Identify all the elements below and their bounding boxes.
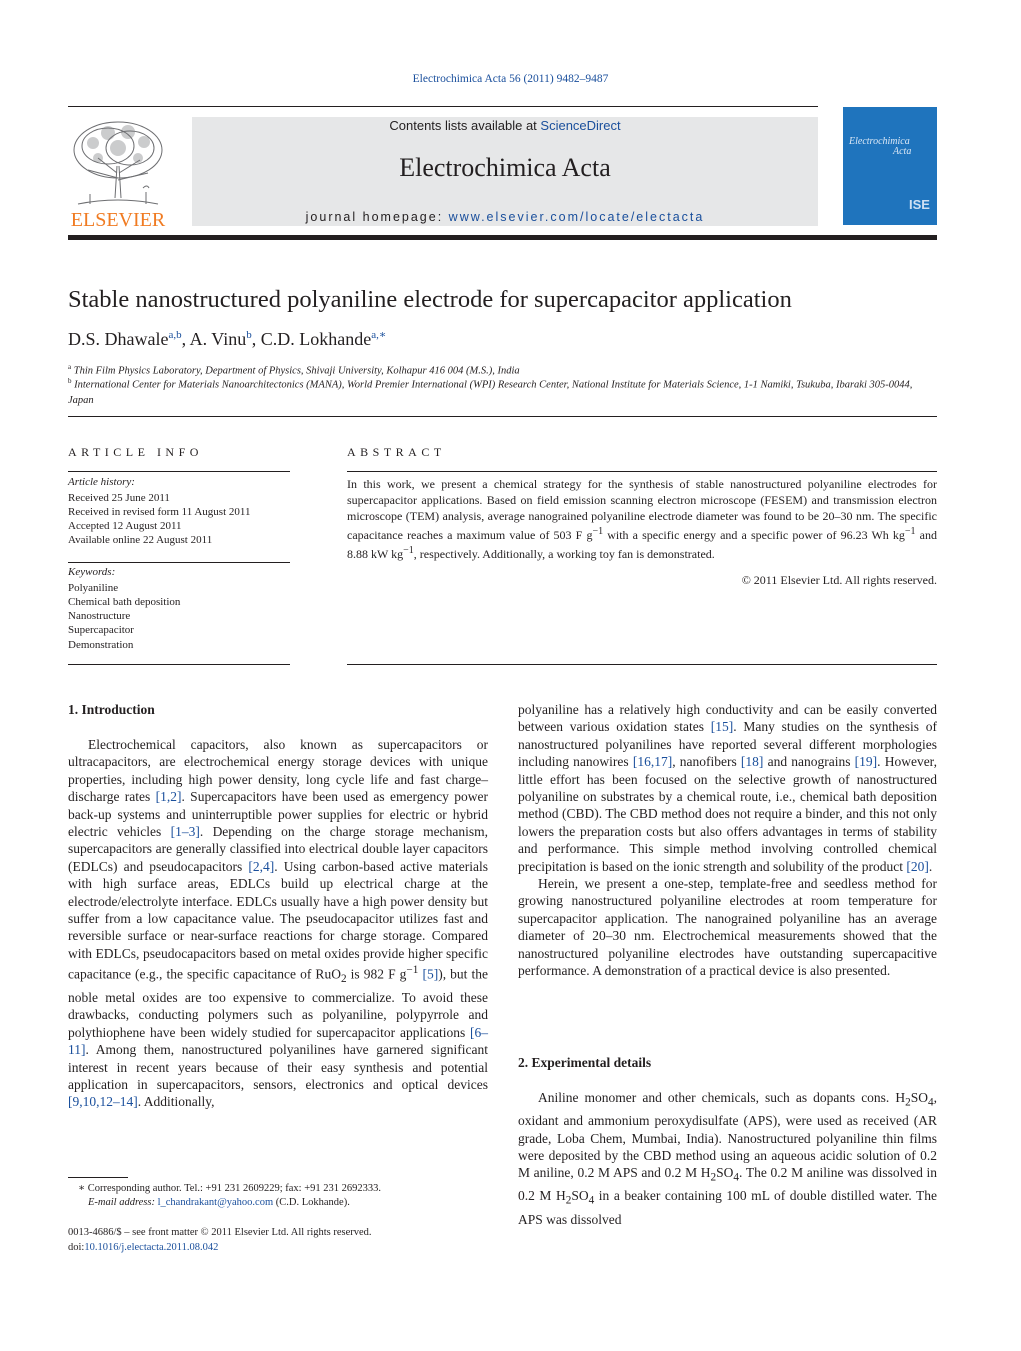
subscript: 2 bbox=[710, 1172, 717, 1184]
homepage-prefix: journal homepage: bbox=[305, 210, 449, 224]
keyword: Chemical bath deposition bbox=[68, 596, 181, 608]
cover-title bbox=[849, 137, 911, 157]
info-rule bbox=[68, 664, 290, 665]
doi-line bbox=[68, 1241, 488, 1256]
introduction-text-continued bbox=[518, 701, 937, 980]
text-seg: . Many studies on the synthesis of nanostructured polyanilines have reported several different morphologies including nanowires bbox=[518, 719, 937, 770]
text-seg: . Depending on the charge storage mechanism, supercapacitors are generally classified into electrical double layer capacitors (EDLCs) and pseudocapacitors bbox=[68, 824, 488, 874]
doi-label: doi: bbox=[68, 1242, 85, 1253]
info-rule bbox=[68, 562, 290, 563]
journal-title: Electrochimica Acta bbox=[399, 153, 611, 182]
affil-text: Thin Film Physics Laboratory, Department of Physics, Shivaji University, Kolhapur 416 004 (M.S.), India bbox=[73, 365, 520, 377]
paragraph: Herein, we present a one-step, template-free and seedless method for growing nanostructured polyaniline electrodes at room temperature for supercapacitor application. The nanograined polyaniline has an average diameter of 20–30 nm. Electrochemical measurements showed that the nanostructured polyaniline electrodes have outstanding supercapacitive performance. A demonstration of a practical device is also presented. bbox=[518, 876, 937, 979]
journal-citation[interactable]: Electrochimica Acta 56 (2011) 9482–9487 bbox=[412, 73, 609, 85]
cover-title-line2: Acta bbox=[893, 146, 912, 157]
text-seg: . Among them, nanostructured polyanilines have garnered significant interest in recent years because of their easy synthesis and potential application in supercapacitors, sensors, electronics and optical devices bbox=[68, 1042, 488, 1092]
keyword: Demonstration bbox=[68, 639, 134, 651]
reference-link[interactable]: [9,10,12–14] bbox=[68, 1094, 138, 1110]
contents-line bbox=[192, 118, 818, 133]
journal-homepage bbox=[192, 210, 818, 224]
paragraph bbox=[518, 1089, 937, 1228]
subscript: 2 bbox=[565, 1195, 572, 1208]
affiliation bbox=[68, 374, 938, 408]
affil-mark: a bbox=[68, 363, 72, 371]
abstract-seg: and 8.88 kW kg bbox=[347, 528, 938, 561]
text-seg: in a beaker containing 100 mL of double distilled water. The APS was dissolved bbox=[518, 1188, 937, 1227]
paragraph bbox=[518, 701, 937, 875]
text-seg: ), but the noble metal oxides are too expensive to commercialize. To avoid these drawbacks, conducting polymers such as polyaniline, polypyrrole and polythiophene have been widely studied for supercapacitor applications bbox=[68, 966, 488, 1040]
keywords-label: Keywords: bbox=[68, 566, 116, 578]
sciencedirect-link[interactable]: ScienceDirect bbox=[540, 118, 621, 133]
header-rule bbox=[68, 106, 818, 107]
subscript: 2 bbox=[340, 973, 347, 986]
abstract-seg: In this work, we present a chemical strategy for the synthesis of stable nanostructured polyaniline electrodes for supercapacitor applications. Based on field emission scanning electron microscope (FESEM) and transmission electron microscope (TEM) analysis, average nanograined polyaniline electrode diameter was found to be 20–30 nm. The specific capacitance reaches a maximum value of 503 F g bbox=[347, 477, 937, 542]
introduction-text bbox=[68, 736, 488, 1111]
keyword: Polyaniline bbox=[68, 582, 119, 594]
publisher-name: ELSEVIER bbox=[70, 209, 166, 230]
text-seg: , nanofibers bbox=[672, 754, 741, 770]
reference-link[interactable]: [6–11] bbox=[68, 1024, 488, 1058]
author-name: D.S. Dhawale bbox=[68, 329, 169, 349]
header-thick-rule bbox=[68, 235, 937, 240]
reference-link[interactable]: [2,4] bbox=[248, 858, 275, 874]
subscript: 4 bbox=[928, 1096, 934, 1109]
affil-mark: b bbox=[68, 377, 72, 385]
email-label: E-mail address: bbox=[88, 1197, 158, 1208]
abstract-heading: ABSTRACT bbox=[347, 445, 446, 459]
section-heading-experimental: 2. Experimental details bbox=[518, 1055, 652, 1070]
text-seg: , oxidant and ammonium peroxydisulfate (APS), were used as received (AR grade, Loba Chem, Mumbai, India). Nanostructured polyaniline thin films were deposited by the CBD method using an aqueous acidic solution of 0.2 M aniline, 0.2 M APS and 0.2 M H bbox=[518, 1090, 937, 1181]
abstract-seg: with a specific energy and a specific power of 96.23 Wh kg bbox=[603, 528, 905, 542]
article-title: Stable nanostructured polyaniline electrode for supercapacitor application bbox=[68, 286, 792, 313]
email-note bbox=[68, 1196, 508, 1210]
author-affil-mark[interactable]: b bbox=[246, 329, 252, 341]
email-link[interactable]: l_chandrakant@yahoo.com bbox=[157, 1197, 274, 1208]
abstract-rule bbox=[347, 664, 937, 665]
experimental-text bbox=[518, 1089, 937, 1228]
text-seg: . Supercapacitors have been used as emergency power back-up systems and uninterruptible power supplies for electric or hybrid electric vehicles bbox=[68, 789, 488, 840]
subscript: 2 bbox=[905, 1096, 911, 1109]
author-affil-mark[interactable]: a,∗ bbox=[371, 329, 387, 341]
reference-link[interactable]: [15] bbox=[710, 719, 734, 735]
text-seg: polyaniline has a relatively high conductivity and can be easily converted between various oxidation states bbox=[518, 702, 937, 735]
affil-text: International Center for Materials Nanoarchitectonics (MANA), World Premier International (WPI) Research Center, National Institute for Materials Science, 1-1 Namiki, Tsukuba, Ibaraki 305-0044, Japan bbox=[68, 379, 913, 406]
reference-link[interactable]: [19] bbox=[854, 754, 878, 770]
elsevier-logo bbox=[68, 118, 168, 230]
subscript: 4 bbox=[733, 1172, 740, 1184]
keyword: Nanostructure bbox=[68, 610, 131, 622]
email-suffix: (C.D. Lokhande). bbox=[273, 1197, 350, 1208]
reference-link[interactable]: [20] bbox=[906, 858, 929, 874]
abstract-sup: −1 bbox=[904, 526, 916, 537]
section-rule bbox=[68, 416, 937, 417]
author-affil-mark[interactable]: a,b bbox=[168, 329, 182, 341]
reference-link[interactable]: [16,17] bbox=[632, 754, 673, 770]
text-seg: SO bbox=[716, 1165, 734, 1181]
text-seg: Electrochemical capacitors, also known as supercapacitors or ultracapacitors, are electrochemical energy storage devices with unique properties, including high power density, long cycle life and fast charge–discharge rates bbox=[68, 737, 488, 805]
reference-link[interactable]: [18] bbox=[740, 754, 764, 770]
abstract-copyright: © 2011 Elsevier Ltd. All rights reserved. bbox=[741, 573, 937, 587]
reference-link[interactable]: [1,2] bbox=[155, 789, 182, 805]
abstract-sup: −1 bbox=[403, 545, 414, 556]
cover-ise-badge: ISE bbox=[909, 197, 930, 212]
subscript: 4 bbox=[588, 1195, 595, 1208]
text-seg: . Additionally, bbox=[137, 1094, 215, 1110]
contents-prefix: Contents lists available at bbox=[389, 118, 541, 133]
text-seg: . The 0.2 M aniline was dissolved in 0.2 M H bbox=[518, 1165, 937, 1204]
superscript: −1 bbox=[406, 964, 419, 977]
text-seg: and nanograins bbox=[763, 754, 855, 770]
abstract-text bbox=[347, 476, 937, 562]
history-item: Received in revised form 11 August 2011 bbox=[68, 506, 251, 518]
text-seg: is 982 F g bbox=[346, 966, 407, 982]
reference-link[interactable]: [5] bbox=[422, 966, 439, 982]
doi-link[interactable]: 10.1016/j.electacta.2011.08.042 bbox=[84, 1242, 219, 1253]
journal-cover-thumbnail[interactable] bbox=[843, 107, 937, 225]
text-seg: . bbox=[928, 858, 933, 874]
section-heading-introduction: 1. Introduction bbox=[68, 702, 155, 717]
author-name: , C.D. Lokhande bbox=[251, 329, 372, 349]
cover-title-line1: Electrochimica bbox=[849, 136, 910, 147]
elsevier-tree-icon bbox=[68, 118, 168, 230]
corresponding-author-note: ∗ Corresponding author. Tel.: +91 231 2609229; fax: +91 231 2692333. bbox=[78, 1183, 381, 1194]
text-seg: Aniline monomer and other chemicals, such as dopants cons. H bbox=[538, 1090, 906, 1105]
paragraph bbox=[68, 736, 488, 1111]
text-seg: . However, little effort has been focused on the selective growth of nanostructured polyaniline on substrates by a chemical route, i.e., chemical bath deposition method (CBD). The CBD method does not require a binder, and this not only lowers the preparation costs but also offers advantages in terms of stability and performance. This simple method involving controlled chemical precipitation is based on the ionic strength and solubility of the product bbox=[518, 754, 938, 874]
history-item: Accepted 12 August 2011 bbox=[68, 520, 182, 532]
info-rule bbox=[68, 471, 290, 472]
reference-link[interactable]: [1–3] bbox=[170, 824, 200, 840]
abstract-seg: , respectively. Additionally, a working toy fan is demonstrated. bbox=[413, 547, 715, 561]
text-seg: SO bbox=[910, 1090, 928, 1105]
history-item: Available online 22 August 2011 bbox=[68, 534, 213, 546]
history-item: Received 25 June 2011 bbox=[68, 492, 170, 504]
author-name: , A. Vinu bbox=[181, 329, 247, 349]
article-info-heading: ARTICLE INFO bbox=[68, 445, 203, 459]
history-label: Article history: bbox=[68, 476, 135, 488]
footnote-rule bbox=[68, 1177, 128, 1178]
keyword: Supercapacitor bbox=[68, 624, 134, 636]
homepage-link[interactable]: www.elsevier.com/locate/electacta bbox=[448, 210, 705, 224]
author-list bbox=[68, 328, 386, 350]
abstract-sup: −1 bbox=[592, 526, 604, 537]
text-seg: SO bbox=[571, 1188, 589, 1204]
issn-line: 0013-4686/$ – see front matter © 2011 Elsevier Ltd. All rights reserved. bbox=[68, 1227, 372, 1238]
abstract-rule bbox=[347, 471, 937, 472]
text-seg: . Using carbon-based active materials with high surface areas, EDLCs build up electrical charge at the electrode/electrolyte interface. EDLCs usually have a high power density but suffer from a low capacitance value. The pseudocapacitor utilizes fast and reversible surface or near-surface reactions for charge storage. Compared with EDLCs, pseudocapacitors based on metal oxides provide higher specific capacitance (e.g., the specific capacitance of RuO bbox=[68, 858, 488, 982]
